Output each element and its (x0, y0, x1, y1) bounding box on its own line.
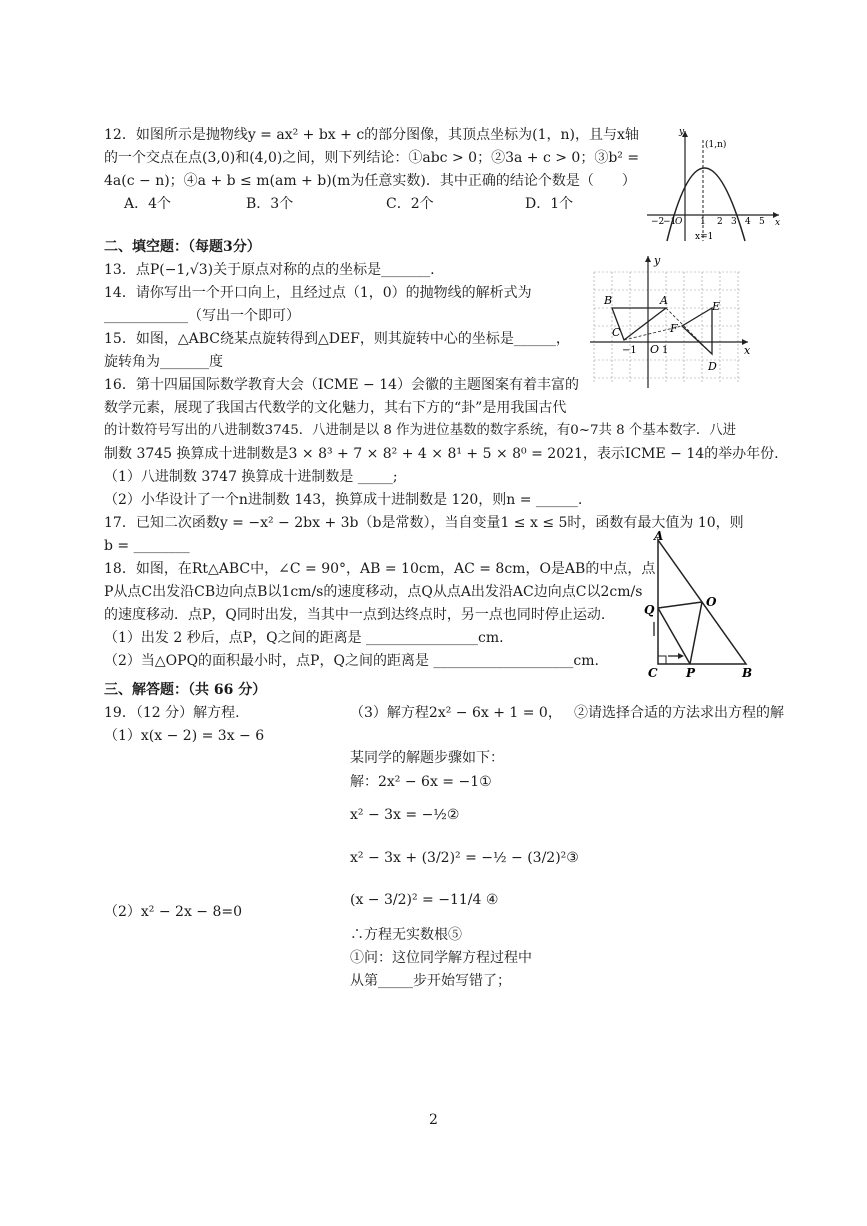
q15-line-1: 15．如图，△ABC绕某点旋转得到△DEF，则其旋转中心的坐标是______， (104, 331, 570, 347)
q12-parabola-figure (645, 125, 785, 245)
q15-fig-tick-1: 1 (662, 345, 669, 356)
q12-fig-tick: −1 (663, 217, 677, 227)
q19-part-3-task: ②请选择合适的方法求出方程的解 (574, 705, 784, 721)
q16-line-4: 制数 3745 换算成十进制数是3 × 8³ + 7 × 8² + 4 × 8¹ + 5 × 8⁰ = 2021，表示ICME − 14的举办年份. (104, 446, 779, 462)
q19-step-1: 解：2x² − 6x = −1① (350, 774, 492, 790)
q17-line-1: 17．已知二次函数y = −x² − 2bx + 3b（b是常数），当自变量1 ≤ x ≤ 5时，函数有最大值为 10，则 (104, 515, 744, 531)
q19-ask-1: ①问：这位同学解方程过程中 (350, 950, 532, 966)
q18-fig-c: C (648, 666, 658, 680)
q15-fig-f: F (670, 322, 678, 335)
q18-triangle-figure (640, 530, 765, 680)
q15-fig-c: C (612, 326, 621, 339)
q14-line-2: ____________（写出一个即可） (104, 308, 300, 324)
q15-fig-tick-neg1: −1 (622, 345, 637, 356)
q12-fig-x-label: x (775, 218, 781, 228)
q12-option-a: A．4个 (124, 196, 172, 212)
q12-fig-tick: 5 (759, 217, 765, 227)
q12-fig-tick: 3 (731, 217, 737, 227)
q15-fig-d: D (708, 360, 717, 373)
q12-fig-tick: 2 (717, 217, 723, 227)
q14-line-1: 14．请你写出一个开口向上，且经过点（1，0）的抛物线的解析式为 (104, 285, 532, 301)
q18-line-3: 的速度移动．点P，Q同时出发，当其中一点到达终点时，另一点也同时停止运动. (104, 607, 606, 623)
q18-fig-b: B (742, 666, 753, 680)
q19-heading: 19．（12 分）解方程. (104, 705, 240, 721)
q18-fig-o: O (706, 595, 717, 609)
q12-fig-tick: 1 (700, 217, 706, 227)
q12-line-3: 4a(c − n)；④a + b ≤ m(am + b)(m为任意实数)．其中正确的结论个数是（ ） (104, 173, 636, 189)
section-2-title: 二、填空题：（每题3分） (104, 239, 261, 255)
q12-option-d: D．1个 (525, 196, 574, 212)
section-3-title: 三、解答题：（共 66 分） (104, 682, 267, 698)
q16-line-3: 的计数符号写出的八进制数3745．八进制是以 8 作为进位基数的数字系统，有0~7共 8 个基本数字．八进 (104, 423, 737, 438)
q13: 13．点P(−1,√3)关于原点对称的点的坐标是_______. (104, 262, 435, 278)
q16-line-1: 16．第十四届国际数学教育大会（ICME − 14）会徽的主题图案有着丰富的 (104, 377, 580, 393)
q19-part-3: （3）解方程2x² − 6x + 1 = 0， (350, 705, 562, 721)
q18-sub-1: （1）出发 2 秒后，点P，Q之间的距离是 ________________cm. (104, 630, 504, 646)
q12-fig-vertex-label: (1,n) (705, 140, 727, 150)
q18-fig-p: P (686, 666, 696, 680)
q15-fig-x: x (744, 344, 751, 357)
q12-fig-y-label: y (679, 127, 685, 137)
q16-line-2: 数学元素，展现了我国古代数学的文化魅力，其右下方的“卦”是用我国古代 (104, 400, 567, 416)
q12-option-b: B．3个 (246, 196, 294, 212)
q15-line-2: 旋转角为_______度 (104, 354, 223, 370)
q15-fig-o: O (650, 343, 660, 356)
q19-step-3: x² − 3x + (3/2)² = −½ − (3/2)²③ (350, 850, 579, 866)
q15-fig-b: B (604, 294, 613, 307)
q19-step-2: x² − 3x = −½② (350, 807, 460, 823)
q16-sub-1: （1）八进制数 3747 换算成十进制数是 _____; (104, 469, 398, 485)
q19-step-5: ∴方程无实数根⑤ (350, 927, 462, 943)
q19-steps-intro: 某同学的解题步骤如下： (350, 750, 504, 766)
q15-fig-e: E (712, 300, 721, 313)
q18-line-1: 18．如图，在Rt△ABC中，∠C = 90°，AB = 10cm，AC = 8cm，O是AB的中点，点 (104, 561, 656, 577)
q18-fig-a: A (654, 530, 664, 543)
q15-fig-a: A (660, 294, 668, 307)
q19-part-2: （2）x² − 2x − 8=0 (104, 904, 243, 920)
q12-fig-origin: O (675, 217, 683, 227)
q18-fig-q: Q (644, 603, 655, 617)
q12-option-c: C．2个 (386, 196, 434, 212)
q12-line-1: 12．如图所示是抛物线y = ax² + bx + c的部分图像，其顶点坐标为(1，n)，且与x轴 (104, 127, 639, 143)
q12-fig-tick: 4 (745, 217, 751, 227)
q15-grid-figure (586, 252, 756, 392)
q17-line-2: b = ________ (104, 538, 190, 554)
q15-fig-y: y (654, 254, 661, 267)
q12-fig-tick: −2 (651, 217, 665, 227)
q18-sub-2: （2）当△OPQ的面积最小时，点P，Q之间的距离是 ____________________cm. (104, 653, 599, 669)
q18-line-2: P从点C出发沿CB边向点B以1cm/s的速度移动，点Q从点A出发沿AC边向点C以2cm/s (104, 584, 643, 600)
q16-sub-2: （2）小华设计了一个n进制数 143，换算成十进制数是 120，则n = ______. (104, 492, 583, 508)
q12-line-2: 的一个交点在点(3,0)和(4,0)之间，则下列结论：①abc > 0；②3a + c > 0；③b² = (104, 150, 640, 166)
q19-ask-2: 从第_____步开始写错了； (350, 973, 511, 989)
page-number: 2 (429, 1112, 438, 1128)
q19-part-1: （1）x(x − 2) = 3x − 6 (104, 728, 265, 744)
q19-step-4: (x − 3/2)² = −11/4 ④ (350, 892, 499, 908)
q12-fig-axis-of-symmetry: x=1 (695, 232, 714, 242)
